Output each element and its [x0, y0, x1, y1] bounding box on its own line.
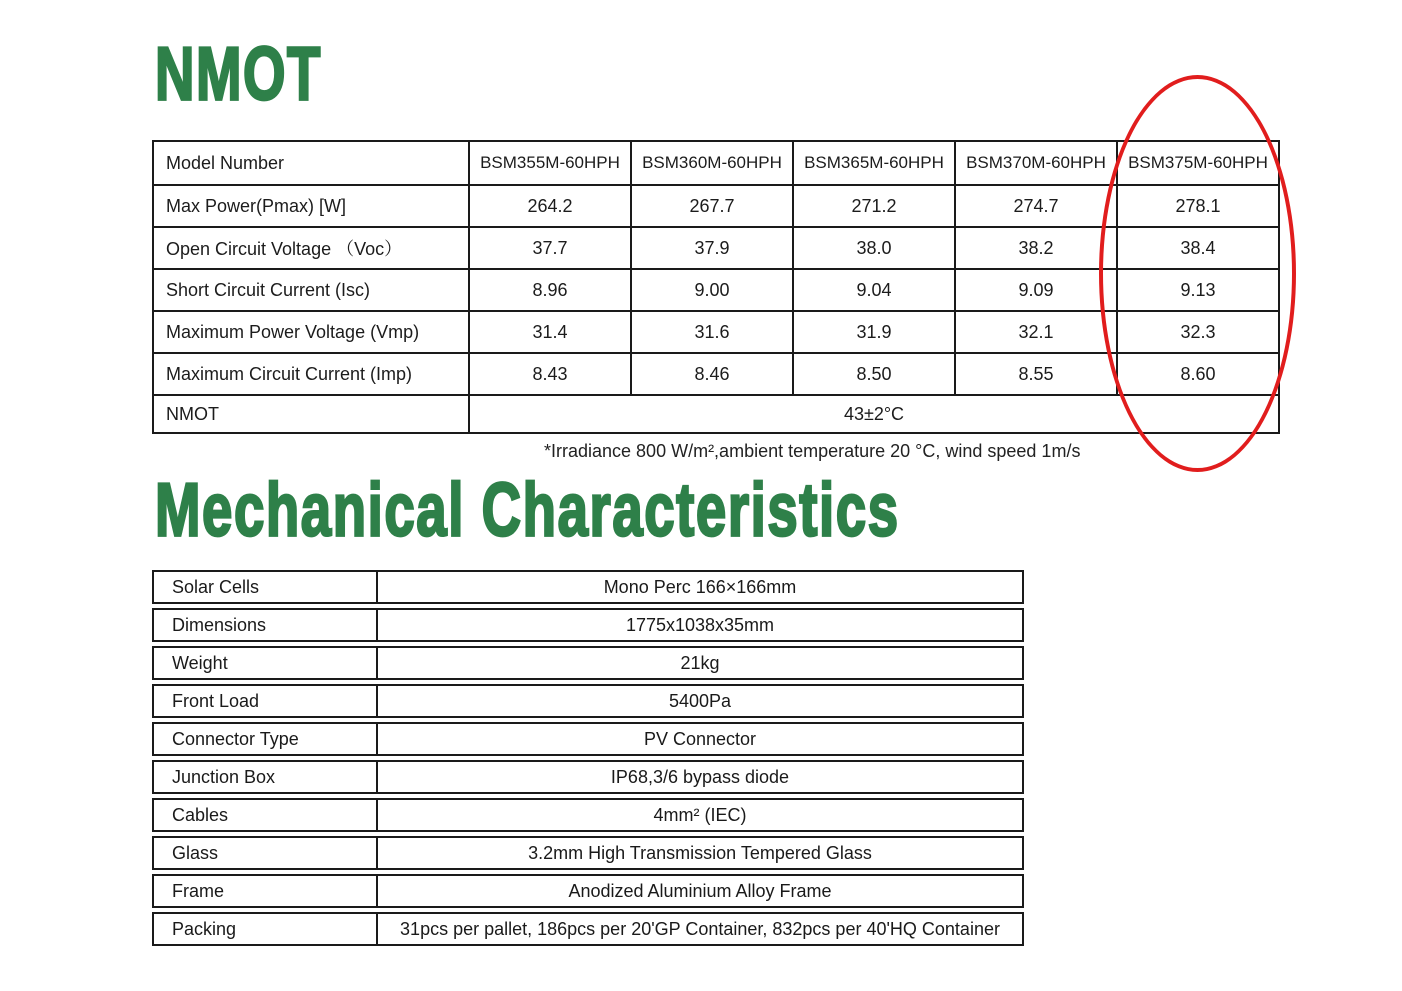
model-header-row: [153, 141, 1279, 185]
row-value: IP68,3/6 bypass diode: [610, 766, 790, 787]
value-cell: 8.50: [793, 353, 955, 395]
row-value: PV Connector: [643, 728, 757, 749]
table-row: [152, 722, 1024, 756]
row-label: Max Power(Pmax) [W]: [153, 185, 469, 227]
table-row: [152, 798, 1024, 832]
model-cell: BSM360M-60HPH: [631, 141, 793, 185]
row-label: Weight: [154, 648, 378, 678]
value-cell: 38.2: [955, 227, 1117, 269]
model-cell-circled: BSM375M-60HPH: [1117, 141, 1279, 185]
row-label: NMOT: [153, 395, 469, 433]
table-row: [152, 646, 1024, 680]
row-value: Mono Perc 166×166mm: [603, 576, 797, 597]
table-row: [152, 684, 1024, 718]
row-label: Cables: [154, 800, 378, 830]
irradiance-footnote: *Irradiance 800 W/m²,ambient temperature 20 °C, wind speed 1m/s: [544, 441, 1081, 461]
row-value: 1775x1038x35mm: [625, 614, 775, 635]
table-row: [152, 874, 1024, 908]
value-cell: 38.4: [1117, 227, 1279, 269]
value-cell: 267.7: [631, 185, 793, 227]
nmot-spec-table: [152, 140, 1280, 434]
row-value: Anodized Aluminium Alloy Frame: [568, 880, 832, 901]
nmot-temperature-row: [153, 395, 1279, 433]
value-cell: 32.3: [1117, 311, 1279, 353]
value-cell: 8.60: [1117, 353, 1279, 395]
row-value: 4mm² (IEC): [653, 804, 747, 825]
row-value: 21kg: [680, 652, 720, 673]
value-cell: 9.04: [793, 269, 955, 311]
row-label: Connector Type: [154, 724, 378, 754]
row-label: Packing: [154, 914, 378, 944]
row-label: Short Circuit Current (Isc): [153, 269, 469, 311]
mechanical-characteristics-table: [152, 570, 1024, 950]
value-cell: 264.2: [469, 185, 631, 227]
value-cell: 9.13: [1117, 269, 1279, 311]
value-cell: 278.1: [1117, 185, 1279, 227]
value-cell: 8.96: [469, 269, 631, 311]
model-cell: BSM355M-60HPH: [469, 141, 631, 185]
model-number-header: Model Number: [153, 141, 469, 185]
max-power-voltage-row: [153, 311, 1279, 353]
mechanical-section-title: Mechanical Characteristics: [155, 467, 900, 552]
value-cell: 8.55: [955, 353, 1117, 395]
model-cell: BSM365M-60HPH: [793, 141, 955, 185]
short-circuit-current-row: [153, 269, 1279, 311]
row-label: Glass: [154, 838, 378, 868]
nmot-section-title: NMOT: [155, 31, 322, 116]
table-row: [152, 570, 1024, 604]
value-cell: 9.00: [631, 269, 793, 311]
max-circuit-current-row: [153, 353, 1279, 395]
row-label: Junction Box: [154, 762, 378, 792]
value-cell: 8.46: [631, 353, 793, 395]
value-cell: 271.2: [793, 185, 955, 227]
row-label: Solar Cells: [154, 572, 378, 602]
nmot-value-cell: 43±2°C: [469, 395, 1279, 433]
row-label: Open Circuit Voltage （Voc）: [153, 227, 469, 269]
table-row: [152, 760, 1024, 794]
value-cell: 274.7: [955, 185, 1117, 227]
row-value: 3.2mm High Transmission Tempered Glass: [528, 842, 872, 863]
table-row: [152, 608, 1024, 642]
row-label: Maximum Power Voltage (Vmp): [153, 311, 469, 353]
row-label: Dimensions: [154, 610, 378, 640]
value-cell: 38.0: [793, 227, 955, 269]
table-row: [152, 912, 1024, 946]
table-row: [152, 836, 1024, 870]
value-cell: 31.4: [469, 311, 631, 353]
value-cell: 9.09: [955, 269, 1117, 311]
row-label: Maximum Circuit Current (Imp): [153, 353, 469, 395]
model-cell: BSM370M-60HPH: [955, 141, 1117, 185]
row-label: Front Load: [154, 686, 378, 716]
row-label: Frame: [154, 876, 378, 906]
row-value: 5400Pa: [668, 690, 732, 711]
value-cell: 31.9: [793, 311, 955, 353]
row-value: 31pcs per pallet, 186pcs per 20'GP Container, 832pcs per 40'HQ Container: [400, 918, 1000, 939]
value-cell: 37.9: [631, 227, 793, 269]
value-cell: 32.1: [955, 311, 1117, 353]
value-cell: 31.6: [631, 311, 793, 353]
open-circuit-voltage-row: [153, 227, 1279, 269]
max-power-row: [153, 185, 1279, 227]
value-cell: 37.7: [469, 227, 631, 269]
value-cell: 8.43: [469, 353, 631, 395]
